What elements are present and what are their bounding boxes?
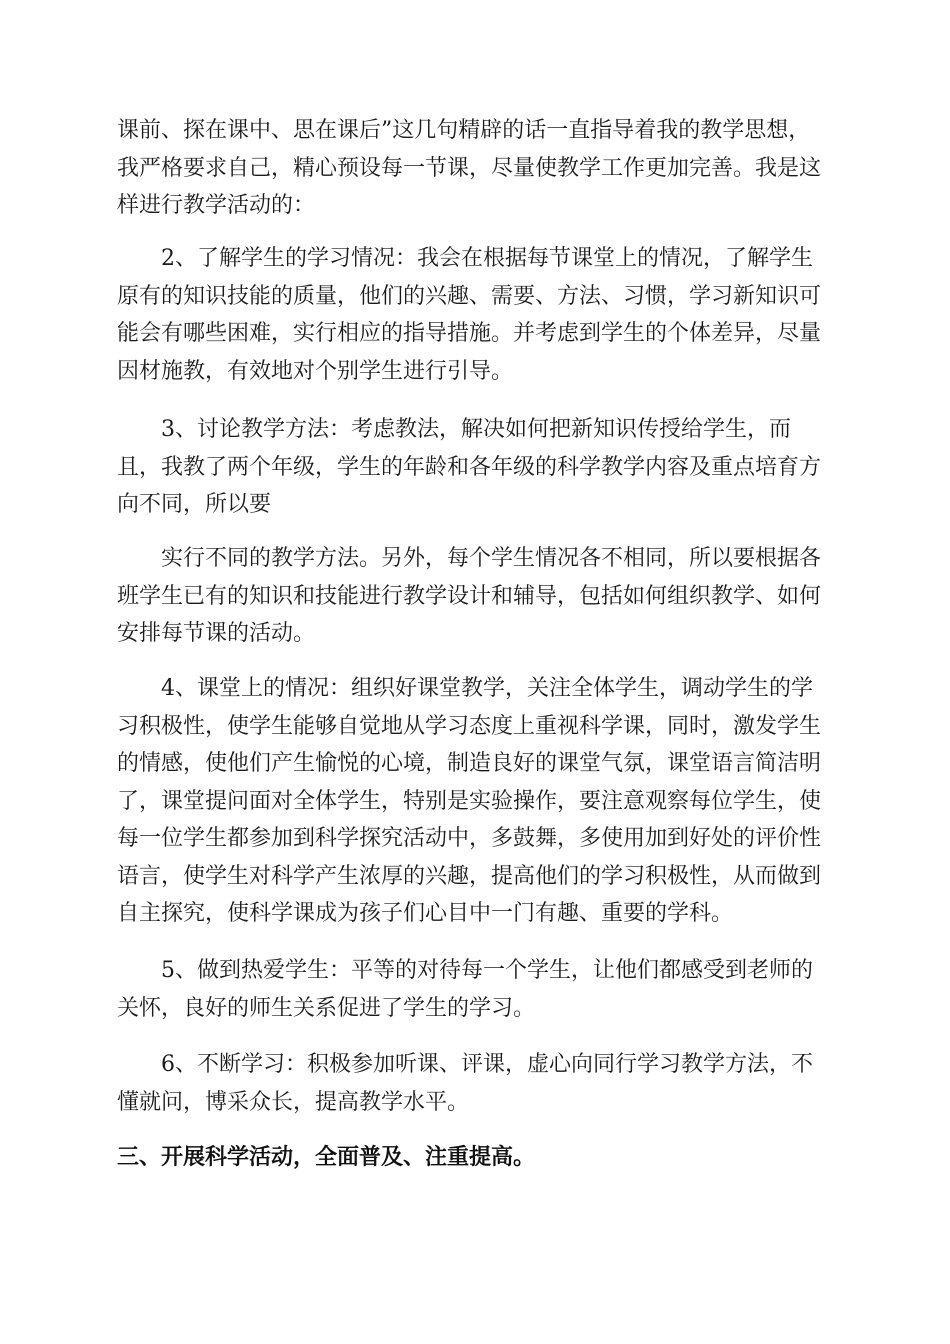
text-line: 实行不同的教学方法。另外，每个学生情况各不相同，所以要根据各 — [161, 546, 822, 571]
paragraph-item-4 — [117, 670, 833, 933]
paragraph-item-6 — [117, 1046, 833, 1121]
text-line: 班学生已有的知识和技能进行教学设计和辅导，包括如何组织教学、如何 — [117, 583, 822, 609]
section-heading: 三、开展科学活动，全面普及、注重提高。 — [117, 1145, 536, 1170]
text-line: 2、了解学生的学习情况：我会在根据每节课堂上的情况，了解学生 — [161, 246, 813, 271]
text-line: 3、讨论教学方法：考虑教法，解决如何把新知识传授给学生，而 — [161, 417, 791, 442]
text-line: 自主探究，使科学课成为孩子们心目中一门有趣、重要的学科。 — [117, 901, 734, 926]
text-line: 懂就问，博采众长，提高教学水平。 — [117, 1089, 470, 1115]
text-line: 安排每节课的活动。 — [117, 621, 316, 646]
text-line: 因材施教，有效地对个别学生进行引导。 — [117, 358, 514, 384]
text-line: 了，课堂提问面对全体学生，特别是实验操作，要注意观察每位学生，使 — [117, 788, 822, 814]
paragraph-continuation — [117, 540, 833, 653]
paragraph-item-2 — [117, 240, 833, 390]
text-line: 向不同，所以要 — [117, 492, 272, 517]
text-line: 课前、探在课中、思在课后”这几句精辟的话一直指导着我的教学思想， — [117, 118, 811, 143]
text-line: 4、课堂上的情况：组织好课堂教学，关注全体学生，调动学生的学 — [161, 676, 813, 701]
text-line: 的情感，使他们产生愉悦的心境，制造良好的课堂气氛，课堂语言简洁明 — [117, 751, 822, 776]
paragraph-teaching-approach — [117, 112, 833, 225]
text-line: 原有的知识技能的质量，他们的兴趣、需要、方法、习惯，学习新知识可 — [117, 283, 822, 309]
text-line: 能会有哪些困难，实行相应的指导措施。并考虑到学生的个体差异，尽量 — [117, 321, 822, 346]
paragraph-item-3 — [117, 411, 833, 524]
text-line: 关怀，良好的师生关系促进了学生的学习。 — [117, 995, 536, 1021]
text-line: 5、做到热爱学生：平等的对待每一个学生，让他们都感受到老师的 — [161, 958, 813, 983]
text-line: 且，我教了两个年级，学生的年龄和各年级的科学教学内容及重点培育方 — [117, 454, 822, 480]
text-line: 每一位学生都参加到科学探究活动中，多鼓舞，多使用加到好处的评价性 — [117, 826, 822, 851]
text-line: 语言，使学生对科学产生浓厚的兴趣，提高他们的学习积极性，从而做到 — [117, 863, 822, 889]
text-line: 我严格要求自己，精心预设每一节课，尽量使教学工作更加完善。我是这 — [117, 155, 822, 181]
text-line: 样进行教学活动的： — [117, 193, 316, 218]
text-line: 6、不断学习：积极参加听课、评课，虚心向同行学习教学方法，不 — [161, 1052, 813, 1077]
paragraph-item-5 — [117, 952, 833, 1027]
text-line: 习积极性，使学生能够自觉地从学习态度上重视科学课，同时，激发学生 — [117, 713, 822, 739]
